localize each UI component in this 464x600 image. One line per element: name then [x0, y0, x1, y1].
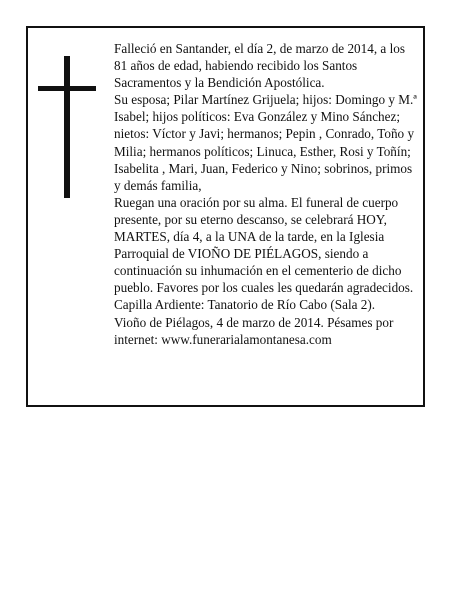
death-announcement: Falleció en Santander, el día 2, de marzo de 2014, a los 81 años de edad, habiendo recibido los Santos Sacramentos y la Bendición Apostólica.: [114, 41, 405, 91]
obituary-notice: [26, 26, 425, 407]
family-list: Su esposa; Pilar Martínez Grijuela; hijos: Domingo y M.ª Isabel; hijos políticos: Eva González y Mino Sánchez; nietos: Víctor y Javi; hermanos; Pepin , Conrado, Toño y Milia; hermanos políticos; Linuca, Esther, Rosi y Toñín; Isabelita , Mari, Juan, Federico y Nino; sobrinos, primos y demás familia,: [114, 92, 417, 193]
notice-text: [114, 40, 418, 348]
funeral-details: Ruegan una oración por su alma. El funeral de cuerpo presente, por su eterno descanso, se celebrará HOY, MARTES, día 4, a la UNA de la tarde, en la Iglesia Parroquial de VIOÑO DE PIÉLAGOS, siendo a continuación su inhumación en el cementerio de dicho pueblo. Favores por los cuales les quedarán agradecidos. Capilla Ardiente: Tanatorio de Río Cabo (Sala 2).: [114, 194, 414, 313]
cross-vertical-bar: [64, 56, 70, 198]
cross-horizontal-bar: [38, 86, 96, 91]
cross-icon: [38, 56, 96, 198]
place-date-contact: Vioño de Piélagos, 4 de marzo de 2014. Pésames por internet: www.funerarialamontanesa.com: [114, 314, 394, 347]
